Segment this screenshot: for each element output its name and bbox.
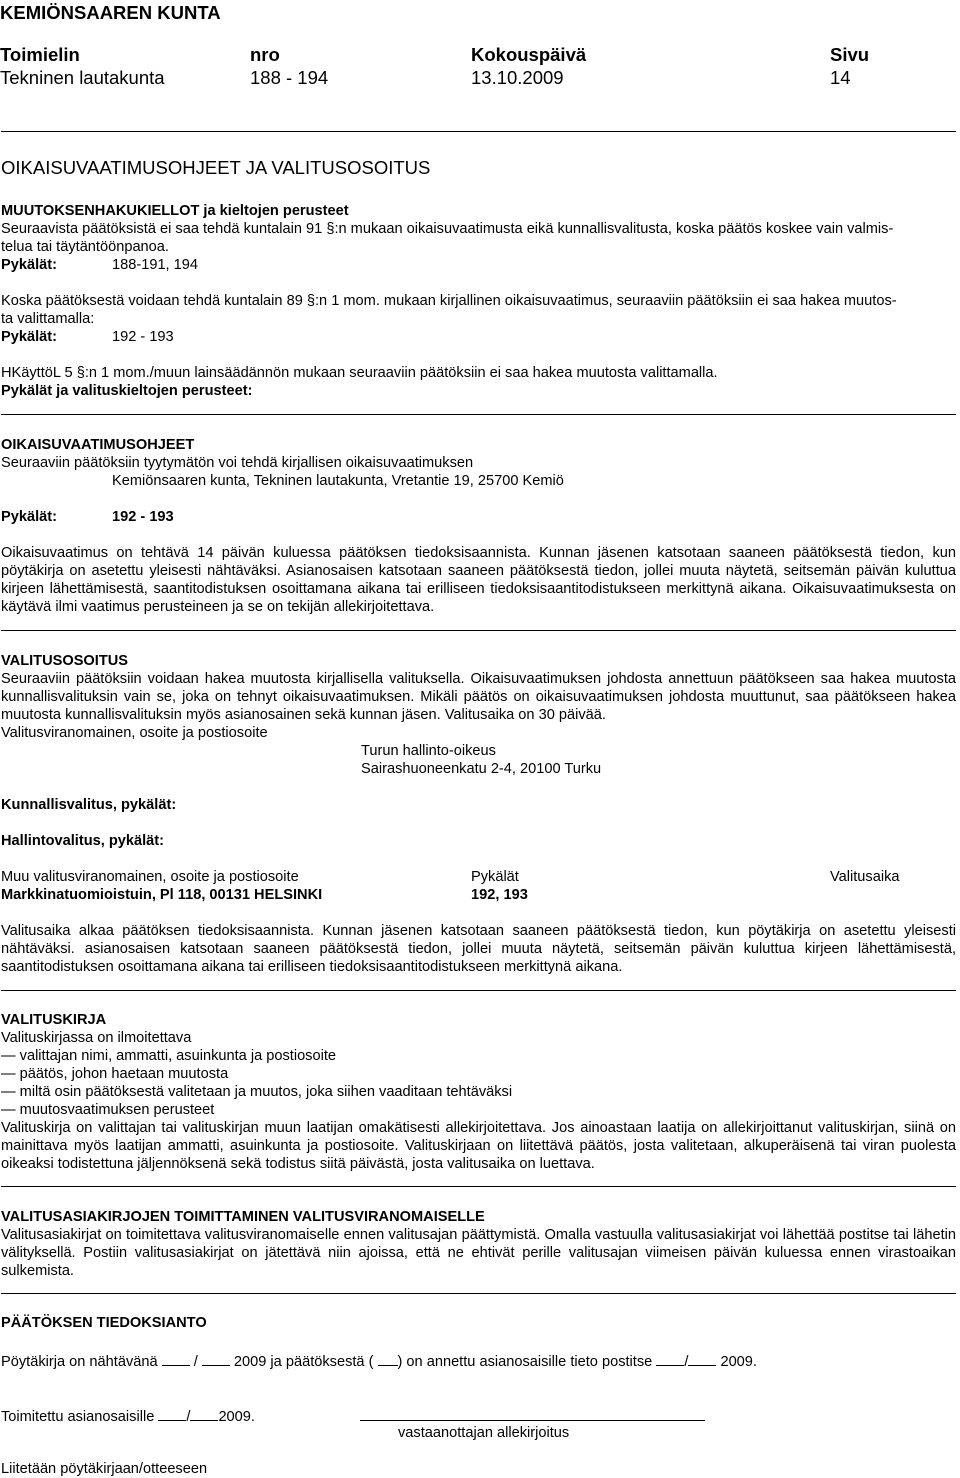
divider — [1, 414, 956, 415]
organization-name: KEMIÖNSAAREN KUNTA — [0, 2, 221, 23]
list-item: — valittajan nimi, ammatti, asuinkunta ja postiosoite — [1, 1048, 337, 1064]
header-label-body: Toimielin — [0, 44, 80, 65]
signature-caption: vastaanottajan allekirjoitus — [398, 1425, 570, 1441]
divider — [1, 630, 956, 631]
restrictions-text-line: Pykälät ja valituskieltojen perusteet: — [1, 383, 253, 399]
footer-note: Liitetään pöytäkirjaan/otteeseen — [1, 1461, 208, 1477]
hallintovalitus-label: Hallintovalitus, pykälät: — [1, 833, 165, 849]
valituskirja-intro: Valituskirjassa on ilmoitettava — [1, 1030, 192, 1046]
valituskirja-heading: VALITUSKIRJA — [1, 1012, 107, 1028]
notice-text: 2009. — [720, 1354, 757, 1370]
header-value-page: 14 — [830, 67, 851, 88]
delivered-year: 2009. — [218, 1409, 255, 1425]
other-sections-label: Pykälät — [471, 869, 519, 885]
oikaisu-body: Oikaisuvaatimus on tehtävä 14 päivän kuluessa päätöksen tiedoksisaannista. Kunnan jäsenen katsotaan saaneen päätöksestä tiedon, kun pöytäkirja on asetettu yleisesti nähtäväksi. Asianosaisen katsotaan saaneen päätöksestä tiedon, jollei muuta näytetä, seitsemän päivän kuluttua kirjeen lähettämisestä, saantitodistuksen osoittamana aikana tai erilliseen tiedoksisaantitodistukseen merkittynä aikana. Oikaisuvaatimuksesta on käytävä ilmi vaatimus perusteineen ja se on tekijän allekirjoitettava. — [1, 545, 956, 615]
list-item-text: muutosvaatimuksen perusteet — [19, 1102, 215, 1118]
oikaisu-intro: Seuraaviin päätöksiin tyytymätön voi tehdä kirjallisen oikaisuvaatimuksen — [1, 455, 474, 471]
list-item-text: päätös, johon haetaan muutosta — [19, 1066, 229, 1082]
restrictions-text-line: telua tai täytäntöönpanoa. — [1, 239, 169, 255]
toimittaminen-heading: VALITUSASIAKIRJOJEN TOIMITTAMINEN VALITUSVIRANOMAISELLE — [1, 1209, 485, 1225]
sections-label: Pykälät: — [1, 509, 57, 525]
sections-label: Pykälät: — [1, 257, 57, 273]
document-title: OIKAISUVAATIMUSOHJEET JA VALITUSOSOITUS — [1, 157, 431, 178]
authority-name: Turun hallinto-oikeus — [361, 743, 496, 759]
divider — [1, 131, 956, 132]
header-value-meeting-date: 13.10.2009 — [471, 67, 564, 88]
other-sections-value: 192, 193 — [471, 887, 528, 903]
divider — [1, 1186, 956, 1187]
month-blank[interactable] — [202, 1351, 230, 1366]
restrictions-heading: MUUTOKSENHAKUKIELLOT ja kieltojen perusteet — [1, 203, 349, 219]
divider — [1, 990, 956, 991]
header-label-meeting-date: Kokouspäivä — [471, 44, 587, 65]
header-value-number: 188 - 194 — [250, 67, 329, 88]
delivered-label: Toimitettu asianosaisille — [1, 1409, 155, 1425]
oikaisu-address: Kemiönsaaren kunta, Tekninen lautakunta, Vretantie 19, 25700 Kemiö — [112, 473, 564, 489]
toimittaminen-body: Valitusasiakirjat on toimitettava valitusviranomaiselle ennen valitusajan päättymistä. Omalla vastuulla valitusasiakirjat voi lähettää postitse tai lähetin välityksellä. Postiin valitusasiakirjat on jätettävä niin ajoissa, että ne ehtivät perille valitusajan viimeisen päivän kuluessa ennen virastoaikan sulkemista. — [1, 1227, 956, 1279]
list-item-text: miltä osin päätöksestä valitetaan ja muutos, joka siihen vaaditaan tehtäväksi — [19, 1084, 513, 1100]
header-value-body: Tekninen lautakunta — [0, 67, 165, 88]
authority-address: Sairashuoneenkatu 2-4, 20100 Turku — [361, 761, 602, 777]
day-blank[interactable] — [656, 1351, 684, 1366]
notice-text: 2009 ja päätöksestä ( — [233, 1354, 374, 1370]
restrictions-text-line: ta valittamalla: — [1, 311, 95, 327]
divider — [1, 1293, 956, 1294]
notice-text: Pöytäkirja on nähtävänä — [1, 1354, 158, 1370]
day-blank[interactable] — [162, 1351, 190, 1366]
notice-text: / — [193, 1354, 198, 1370]
header-label-number: nro — [250, 44, 280, 65]
kunnallisvalitus-label: Kunnallisvalitus, pykälät: — [1, 797, 177, 813]
restrictions-text-line: Koska päätöksestä voidaan tehdä kuntalain 89 §:n 1 mom. mukaan kirjallinen oikaisuvaatimus, seuraaviin päätöksiin ei saa hakea muutos- — [1, 293, 897, 309]
list-item: — muutosvaatimuksen perusteet — [1, 1102, 215, 1118]
month-blank[interactable] — [688, 1351, 716, 1366]
day-blank[interactable] — [158, 1406, 186, 1421]
list-item-text: valittajan nimi, ammatti, asuinkunta ja postiosoite — [19, 1048, 337, 1064]
notice-text: ) on annettu asianosaisille tieto postitse — [397, 1354, 653, 1370]
header-label-page: Sivu — [830, 44, 870, 65]
section-blank[interactable] — [378, 1351, 398, 1366]
notice-line — [1, 1351, 757, 1371]
sections-value: 192 - 193 — [112, 509, 174, 525]
month-blank[interactable] — [190, 1406, 218, 1421]
other-authority-label: Muu valitusviranomainen, osoite ja postiosoite — [1, 869, 299, 885]
other-appeal-time-label: Valitusaika — [830, 869, 900, 885]
valituskirja-body: Valituskirja on valittajan tai valituskirjan muun laatijan omakätisesti allekirjoitettava. Jos ainoastaan laatija on allekirjoittanut valituskirjan, siinä on mainittava myös laatijan ammatti, asuinkunta ja postiosoite. Valituskirjaan on liitettävä päätös, josta valitetaan, alkuperäisenä tai viran puolesta oikeaksi todistettuna jäljennöksenä sekä todistus siitä päivästä, josta valitusaika on luettava. — [1, 1120, 956, 1172]
sections-value: 192 - 193 — [112, 329, 174, 345]
delivered-line — [1, 1406, 255, 1426]
notice-text: / — [684, 1354, 689, 1370]
list-item: — miltä osin päätöksestä valitetaan ja muutos, joka siihen vaaditaan tehtäväksi — [1, 1084, 513, 1100]
valitus-body: Seuraaviin päätöksiin voidaan hakea muutosta kirjallisella valituksella. Oikaisuvaatimuksen johdosta annettuun päätökseen saa hakea muutosta kunnallisvalituksin vain se, joka on tehnyt oikaisuvaatimuksen. Mikäli päätös on oikaisuvaatimuksen johdosta muuttunut, saa päätökseen hakea muutosta kunnallisvalituksin myös asianosainen sekä kunnan jäsen. Valitusaika on 30 päivää. — [1, 671, 956, 723]
list-item: — päätös, johon haetaan muutosta — [1, 1066, 229, 1082]
signature-line[interactable] — [360, 1420, 705, 1421]
authority-label: Valitusviranomainen, osoite ja postiosoite — [1, 725, 268, 741]
other-authority-value: Markkinatuomioistuin, Pl 118, 00131 HELSINKI — [1, 887, 323, 903]
restrictions-text-line: HKäyttöL 5 §:n 1 mom./muun lainsäädännön mukaan seuraaviin päätöksiin ei saa hakea muutosta valittamalla. — [1, 365, 718, 381]
valitus-body-2: Valitusaika alkaa päätöksen tiedoksisaannista. Kunnan jäsenen katsotaan saaneen päätöksestä tiedon, kun pöytäkirja on asetettu yleisesti nähtäväksi. asianosaisen katsotaan saaneen päätöksestä tiedon, jollei muuta näytetä, seitsemän päivän kuluttua kirjeen lähettämisestä, saantitodistuksen osoittamana aikana tai erilliseen tiedoksisaantitodistukseen merkittynä aikana. — [1, 923, 956, 975]
sections-value: 188-191, 194 — [112, 257, 199, 273]
oikaisu-heading: OIKAISUVAATIMUSOHJEET — [1, 437, 195, 453]
restrictions-text-line: Seuraavista päätöksistä ei saa tehdä kuntalain 91 §:n mukaan oikaisuvaatimusta eikä kunnallisvalitusta, koska päätös koskee vain valmis- — [1, 221, 894, 237]
notice-text: / — [186, 1409, 191, 1425]
sections-label: Pykälät: — [1, 329, 57, 345]
valitus-heading: VALITUSOSOITUS — [1, 653, 129, 669]
tiedoksianto-heading: PÄÄTÖKSEN TIEDOKSIANTO — [1, 1315, 207, 1331]
